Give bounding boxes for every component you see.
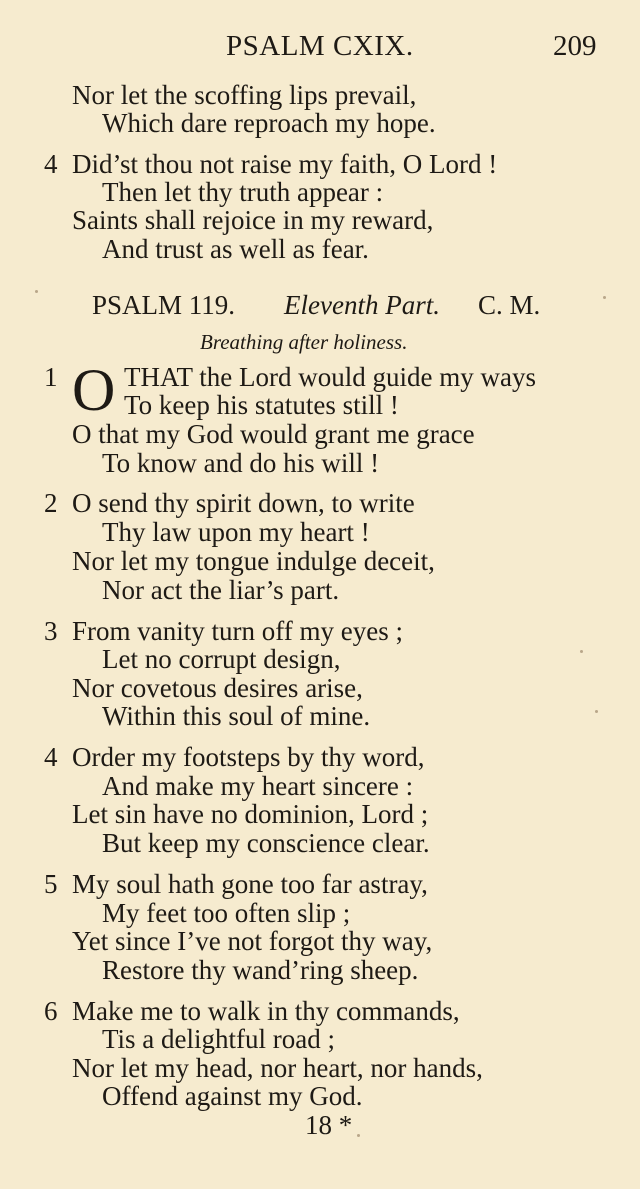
verse-line: Nor let my head, nor heart, nor hands,: [72, 1053, 483, 1083]
verse-line: Let sin have no dominion, Lord ;: [72, 799, 429, 829]
paper-speck: [595, 710, 598, 713]
verse-line: Nor act the liar’s part.: [102, 575, 340, 605]
verse-line: To keep his statutes still !: [124, 390, 399, 420]
drop-cap: O: [72, 357, 116, 423]
section-heading: [0, 290, 640, 324]
verse-line: Thy law upon my heart !: [102, 517, 370, 547]
section-subtitle: Breathing after holiness.: [200, 330, 408, 354]
verse-line: Let no corrupt design,: [102, 644, 341, 674]
verse-line: Nor let the scoffing lips prevail,: [72, 80, 417, 110]
stanza-number: 5: [44, 869, 58, 899]
stanza-number: 4: [44, 742, 58, 772]
verse-line: Nor covetous desires arise,: [72, 673, 363, 703]
verse-line: And make my heart sincere :: [102, 771, 414, 801]
verse-line: Make me to walk in thy commands,: [72, 996, 460, 1026]
verse-line: Which dare reproach my hope.: [102, 108, 436, 138]
verse-line: Saints shall rejoice in my reward,: [72, 205, 434, 235]
paper-speck: [603, 296, 606, 299]
stanza-number: 6: [44, 996, 58, 1026]
verse-line: Offend against my God.: [102, 1081, 363, 1111]
verse-line: My feet too often slip ;: [102, 898, 351, 928]
part-heading: Eleventh Part.: [284, 290, 440, 320]
verse-line: Yet since I’ve not forgot thy way,: [72, 926, 433, 956]
stanza-number: 1: [44, 362, 58, 392]
paper-speck: [35, 290, 38, 293]
verse-line: To know and do his will !: [102, 448, 380, 478]
verse-line: From vanity turn off my eyes ;: [72, 616, 403, 646]
verse-line: Restore thy wand’ring sheep.: [102, 955, 419, 985]
verse-line: Did’st thou not raise my faith, O Lord !: [72, 149, 498, 179]
verse-line: Tis a delightful road ;: [102, 1024, 335, 1054]
running-title: PSALM CXIX.: [226, 30, 414, 62]
verse-line: Nor let my tongue indulge deceit,: [72, 546, 435, 576]
verse-line: O that my God would grant me grace: [72, 419, 475, 449]
page-number: 209: [553, 30, 597, 62]
verse-line: Then let thy truth appear :: [102, 177, 384, 207]
stanza-number: 4: [44, 149, 58, 179]
stanza-number: 3: [44, 616, 58, 646]
verse-line: My soul hath gone too far astray,: [72, 869, 428, 899]
stanza-number: 2: [44, 488, 58, 518]
verse-line: Order my footsteps by thy word,: [72, 742, 425, 772]
page-header: [0, 30, 640, 66]
verse-line: THAT the Lord would guide my ways: [124, 362, 536, 392]
verse-line: And trust as well as fear.: [102, 234, 369, 264]
verse-line: Within this soul of mine.: [102, 701, 371, 731]
verse-line: But keep my conscience clear.: [102, 828, 430, 858]
psalm-heading: PSALM 119.: [92, 290, 236, 320]
meter-heading: C. M.: [478, 290, 541, 320]
signature-mark: 18 *: [305, 1110, 353, 1140]
paper-speck: [357, 1134, 360, 1137]
verse-line: O send thy spirit down, to write: [72, 488, 415, 518]
paper-speck: [580, 650, 583, 653]
